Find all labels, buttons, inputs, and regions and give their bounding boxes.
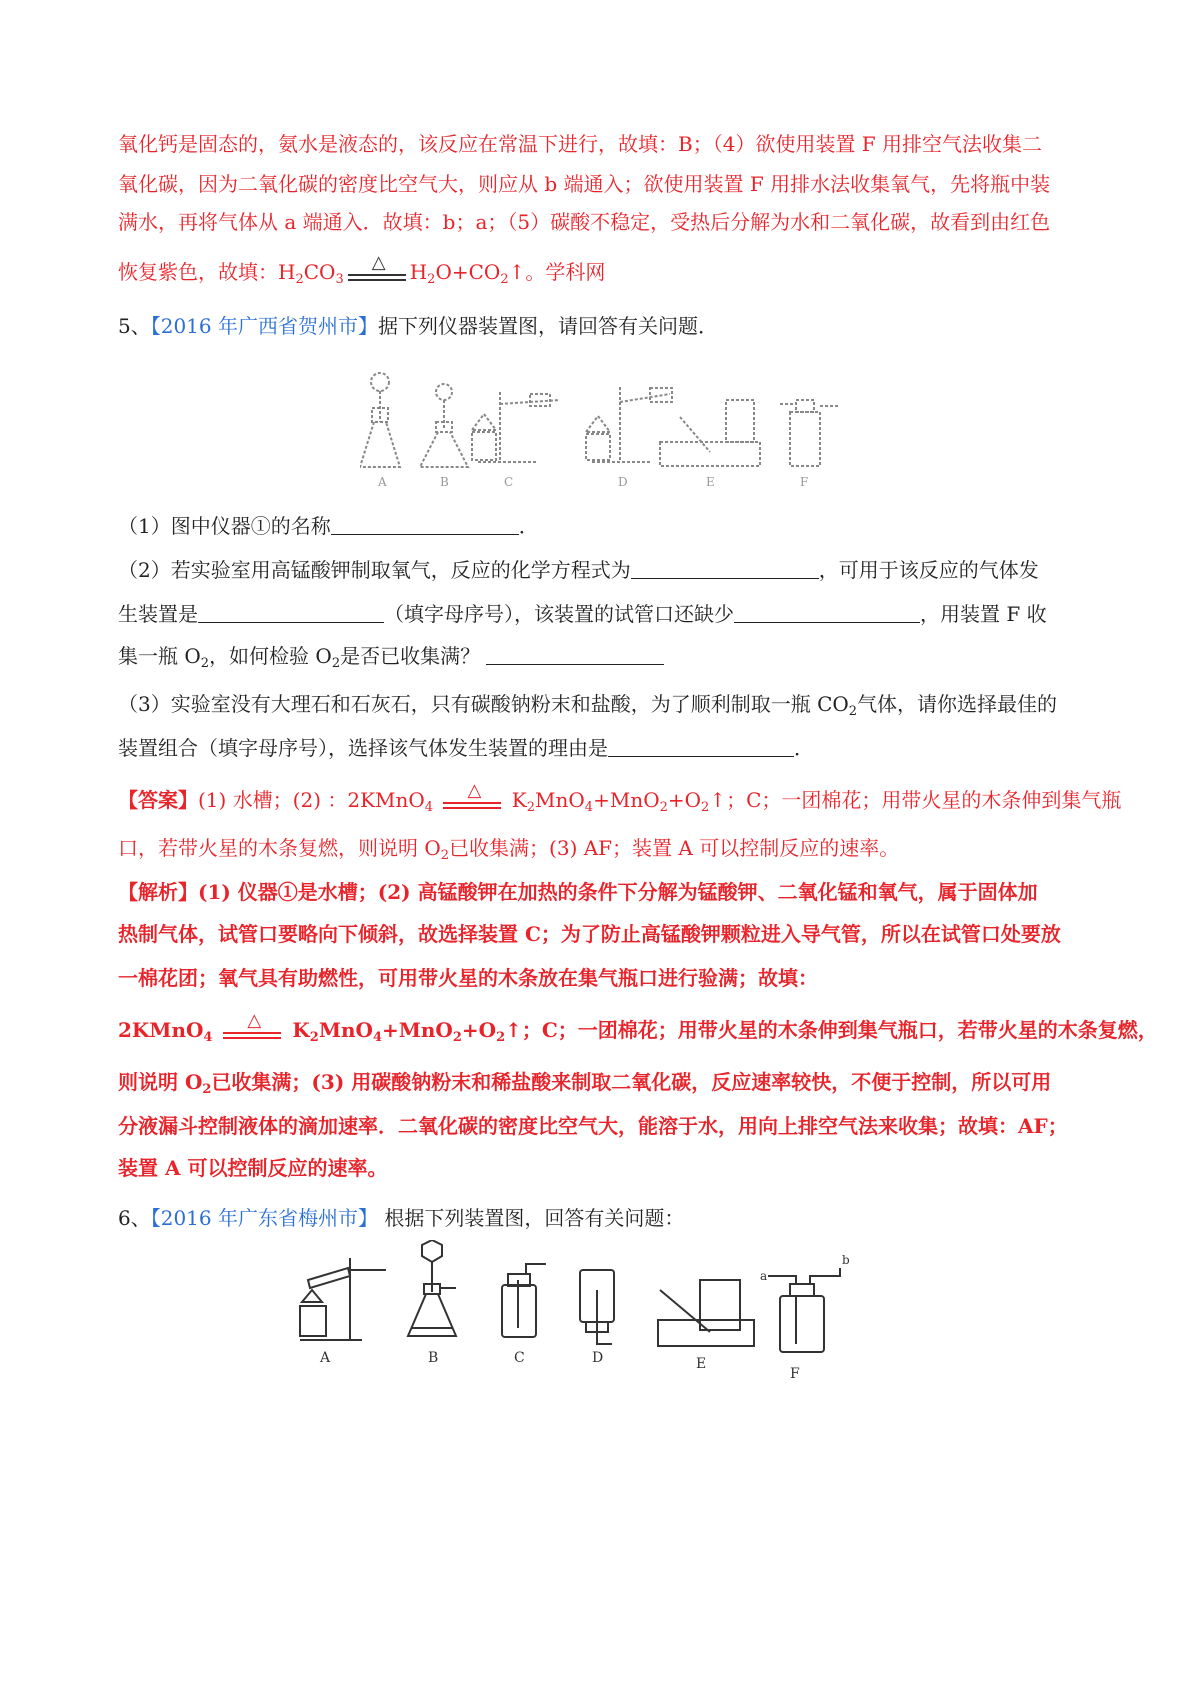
q6-port-a: a xyxy=(760,1269,768,1283)
q5-fig-label-d: D xyxy=(618,475,628,489)
answer-blank xyxy=(331,514,519,535)
q5-answer-line-2: 口，若带火星的木条复燃，则说明 $O_2$已收集满；(3) AF；装置 A 可以控制反应的速率。 xyxy=(118,836,900,863)
q6-port-b: b xyxy=(842,1253,850,1267)
q5-analysis-line-6: 分液漏斗控制液体的滴加速率．二氧化碳的密度比空气大，能溶于水，用向上排空气法来收集；故填：AF； xyxy=(118,1114,1068,1138)
q6-fig-label-e: E xyxy=(696,1356,707,1372)
q5-part-3a: （3）实验室没有大理石和石灰石，只有碳酸钠粉末和盐酸，为了顺利制取一瓶 $CO_2$气体，请你选择最佳的 xyxy=(118,692,1058,719)
triangle-heat-icon: △ xyxy=(247,1009,262,1031)
q6-heading: 6、【2016 年广东省梅州市】 根据下列装置图，回答有关问题： xyxy=(118,1206,685,1230)
q5-fig-label-a: A xyxy=(378,475,387,489)
q5-analysis-line-3: 一棉花团；氧气具有助燃性，可用带火星的木条放在集气瓶口进行验满；故填： xyxy=(118,966,818,990)
q5-analysis-line-7: 装置 A 可以控制反应的速率。 xyxy=(118,1156,388,1180)
q6-apparatus-figure xyxy=(290,1240,850,1390)
prev-answer-line-3: 满水，再将气体从 a 端通入．故填：b；a；（5）碳酸不稳定，受热后分解为水和二氧化碳，故看到由红色 xyxy=(118,210,1051,234)
answer-blank xyxy=(608,736,794,757)
q5-part-2b: 生装置是 （填字母序号），该装置的试管口还缺少 ，用装置 F 收 xyxy=(118,602,1047,626)
answer-blank xyxy=(631,558,819,579)
heating-equals-sign xyxy=(219,1009,285,1046)
answer-blank xyxy=(734,602,920,623)
answer-tag: 【答案】 xyxy=(118,788,198,812)
q5-answer-line-1: 【答案】(1) 水槽；(2) ：2KMnO$_4$ △ $K_2MnO_4+MnO_2+O_2↑$；C；一团棉花；用带火星的木条伸到集气瓶 xyxy=(118,779,1122,815)
q6-fig-label-a: A xyxy=(320,1350,331,1366)
q5-analysis-line-4: 2KMnO$_4$ △ $K_2MnO_4+MnO_2+O_2↑$；C；一团棉花；用带火星的木条伸到集气瓶口，若带火星的木条复燃， xyxy=(118,1009,1158,1045)
heating-equals-sign xyxy=(344,251,410,288)
prev-answer-line-2: 氧化碳，因为二氧化碳的密度比空气大，则应从 b 端通入；欲使用装置 F 用排水法收集氧气，先将瓶中装 xyxy=(118,172,1051,196)
q5-fig-label-b: B xyxy=(440,475,449,489)
q5-part-1: （1）图中仪器①的名称 ． xyxy=(118,514,539,538)
q5-fig-label-f: F xyxy=(800,475,809,489)
q6-fig-label-d: D xyxy=(592,1350,604,1366)
answer-blank xyxy=(486,644,664,665)
q6-fig-label-f: F xyxy=(790,1366,800,1382)
prev-answer-line-1: 氧化钙是固态的，氨水是液态的，该反应在常温下进行，故填：B；（4）欲使用装置 F 用排空气法收集二 xyxy=(118,132,1043,156)
q6-fig-label-c: C xyxy=(514,1350,525,1366)
q5-heading: 5、【2016 年广西省贺州市】据下列仪器装置图，请回答有关问题． xyxy=(118,314,718,338)
q6-fig-label-b: B xyxy=(428,1350,439,1366)
q5-fig-label-e: E xyxy=(706,475,715,489)
triangle-heat-icon: △ xyxy=(371,251,386,273)
q5-analysis-line-5: 则说明 $O_2$已收集满；(3) 用碳酸钠粉末和稀盐酸来制取二氧化碳，反应速率较快，不便于控制，所以可用 xyxy=(118,1070,1052,1097)
q5-part-2a: （2）若实验室用高锰酸钾制取氧气，反应的化学方程式为 ，可用于该反应的气体发 xyxy=(118,558,1039,582)
prev-answer-line-4: 恢复紫色，故填：$H_2CO_3$ △ $H_2O+CO_2↑$。学科网 xyxy=(118,251,606,287)
q5-analysis-line-2: 热制气体，试管口要略向下倾斜，故选择装置 C；为了防止高锰酸钾颗粒进入导气管，所以在试管口处要放 xyxy=(118,922,1061,946)
q5-analysis-line-1: 【解析】(1) 仪器①是水槽；(2) 高锰酸钾在加热的条件下分解为锰酸钾、二氧化锰和氧气，属于固体加 xyxy=(118,880,1038,904)
q5-part-3b: 装置组合（填字母序号），选择该气体发生装置的理由是 ． xyxy=(118,736,814,760)
q5-source: 【2016 年广西省贺州市】 xyxy=(150,314,378,338)
q6-source: 【2016 年广东省梅州市】 xyxy=(150,1206,378,1230)
q5-apparatus-figure xyxy=(360,362,850,492)
q5-fig-label-c: C xyxy=(504,475,514,489)
q5-part-2c: 集一瓶 $O_2$，如何检验 $O_2$是否已收集满？ xyxy=(118,642,1098,670)
answer-blank xyxy=(198,602,384,623)
analysis-tag: 【解析】 xyxy=(118,880,198,904)
triangle-heat-icon: △ xyxy=(467,779,482,801)
heating-equals-sign xyxy=(439,779,505,816)
